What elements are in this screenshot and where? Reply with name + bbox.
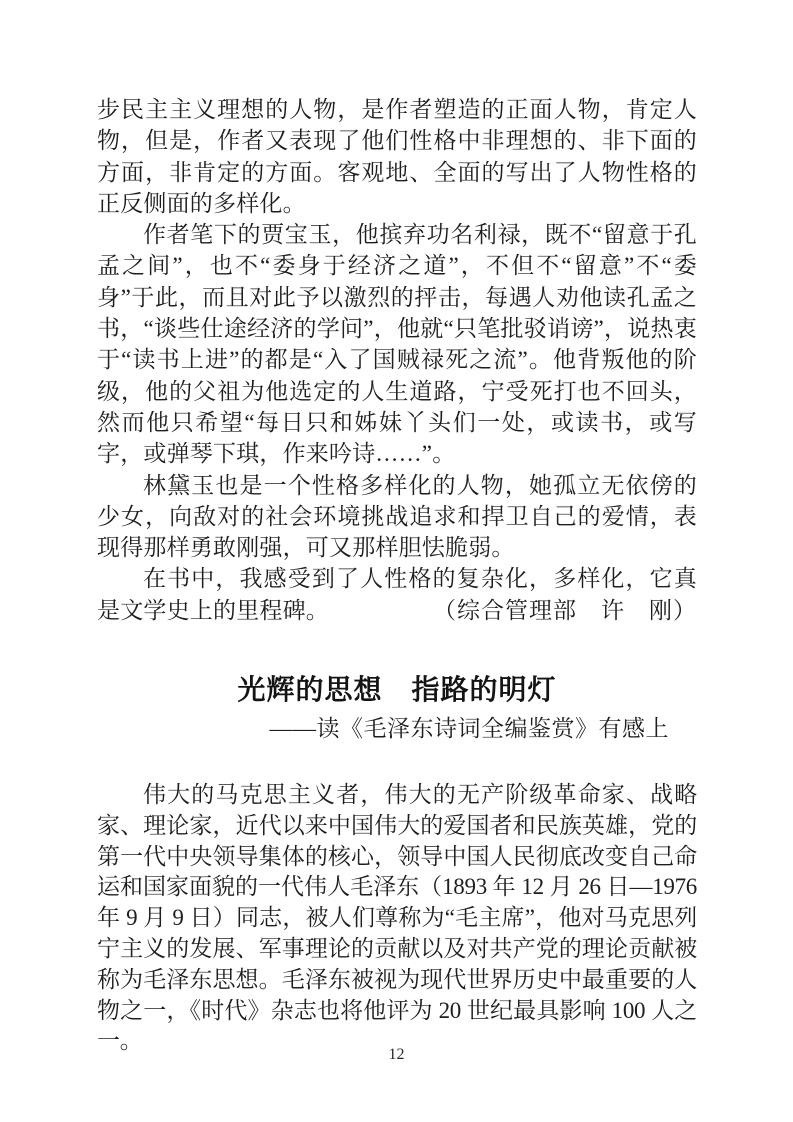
paragraph-jiabaoyu: 作者笔下的贾宝玉，他摈弃功名利禄，既不“留意于孔孟之间”，也不“委身于经济之道”，不但不“留意”不“委身”于此，而且对此予以激烈的抨击，每遇人劝他读孔孟之书，“谈些仕途经济的学问”，他就“只笔批驳诮谤”，说热衷于“读书上进”的都是“入了国贼禄死之流”。他背叛他的阶级，他的父祖为他选定的人生道路，宁受死打也不回头，然而他只希望“每日只和姊妹丫头们一处，或读书，或写字，或弹琴下琪，作来吟诗……”。 bbox=[97, 222, 697, 467]
article-subtitle: ——读《毛泽东诗词全编鉴赏》有感上 bbox=[269, 716, 669, 742]
page-number: 12 bbox=[388, 1046, 405, 1063]
paragraph-lindaiyu: 林黛玉也是一个性格多样化的人物，她孤立无依傍的少女，向敌对的社会环境挑战追求和捍卫自己的爱情，表现得那样勇敢刚强，可又那样胆怯脆弱。 bbox=[97, 472, 697, 561]
page-content bbox=[97, 94, 697, 1057]
author-signature: （综合管理部 许 刚） bbox=[433, 597, 697, 623]
article-title: 光辉的思想 指路的明灯 bbox=[237, 674, 557, 706]
paragraph-mao-intro: 伟大的马克思主义者，伟大的无产阶级革命家、战略家、理论家，近代以来中国伟大的爱国者和民族英雄，党的第一代中央领导集体的核心，领导中国人民彻底改变自己命运和国家面貌的一代伟人毛泽东（1893 年 12 月 26 日—1976 年 9 月 9 日）同志，被人们尊称为“毛主席”，他对马克思列宁主义的发展、军事理论的贡献以及对共产党的理论贡献被称为毛泽东思想。毛泽东被视为现代世界历史中最重要的人物之一，《时代》杂志也将他评为 20 世纪最具影响 100 人之一。 bbox=[97, 782, 697, 1054]
paragraph-continuation: 步民主主义理想的人物，是作者塑造的正面人物，肯定人物，但是，作者又表现了他们性格中非理想的、非下面的方面，非肯定的方面。客观地、全面的写出了人物性格的正反侧面的多样化。 bbox=[97, 97, 697, 216]
paragraph-conclusion bbox=[97, 563, 697, 626]
conclusion-text: 在书中，我感受到了人性格的复杂化，多样化，它真是文学史上的里程碑。 bbox=[97, 566, 697, 623]
article-mao-review bbox=[97, 672, 697, 1057]
article-redchamber-review bbox=[97, 94, 697, 626]
